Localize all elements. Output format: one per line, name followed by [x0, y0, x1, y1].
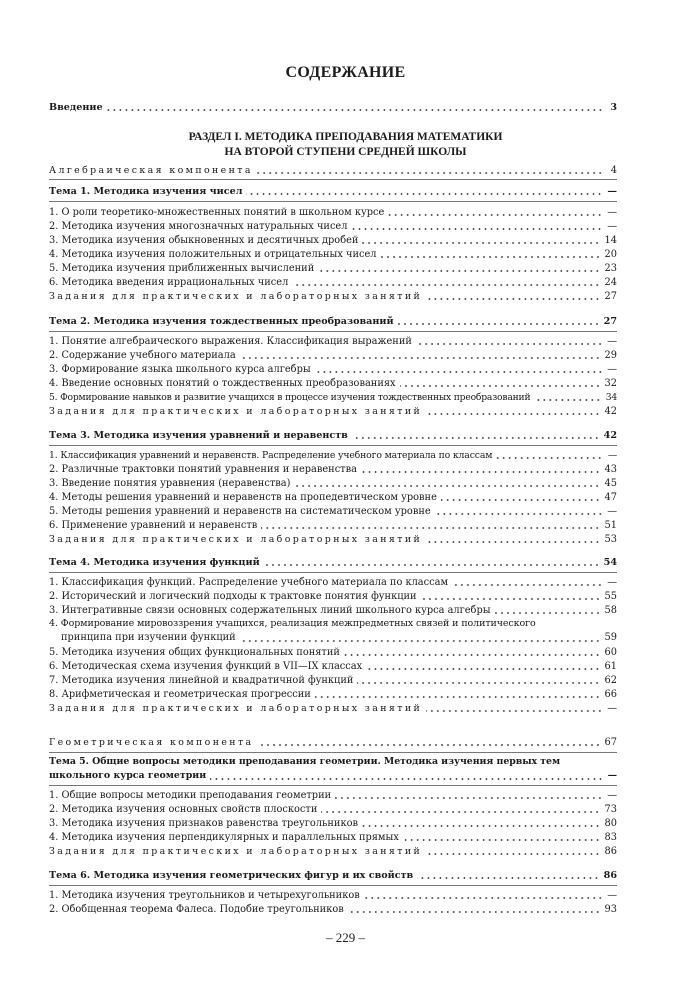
dot-leader [315, 371, 603, 373]
toc-entry-algebra [49, 163, 617, 177]
toc-entry [49, 816, 617, 830]
dot-leader [264, 564, 600, 566]
toc-entry-page: 27 [603, 316, 617, 327]
toc-entry-label: 3. Методика изучения признаков равенства треугольников [49, 818, 358, 829]
dot-leader [210, 778, 603, 780]
dot-leader [292, 284, 600, 286]
dot-leader [366, 668, 600, 670]
toc-entry [49, 205, 617, 219]
toc-entry-label: 7. Методика изучения линейной и квадратичной функций [49, 675, 354, 686]
dot-leader [240, 640, 601, 642]
toc-entry-geometry [49, 735, 617, 749]
toc-entry-page: — [607, 577, 617, 588]
dot-leader [400, 385, 601, 387]
toc-entry-label: Задания для практических и лабораторных занятий [49, 703, 423, 714]
dot-leader [381, 256, 601, 258]
toc-entry-label: 4. Методы решения уравнений и неравенств на пропедевтическом уровне [49, 492, 437, 503]
toc-entry-page: 14 [604, 235, 617, 246]
toc-entry-page: 34 [605, 392, 617, 403]
toc-theme-1 [49, 184, 617, 198]
toc-entry [49, 802, 617, 816]
toc-entry-page: 61 [604, 661, 617, 672]
dot-leader [315, 696, 601, 698]
toc-entry-label: 2. Содержание учебного материала [49, 350, 236, 361]
dot-leader [417, 877, 599, 879]
section-heading-line1: РАЗДЕЛ I. МЕТОДИКА ПРЕПОДАВАНИЯ МАТЕМАТИКИ [188, 131, 503, 143]
toc-entry-tasks [49, 701, 617, 715]
toc-entry-tasks [49, 289, 617, 303]
toc-entry-label: Тема 3. Методика изучения уравнений и неравенств [49, 430, 348, 441]
dot-leader [426, 298, 600, 300]
toc-entry-page: 45 [604, 478, 617, 489]
separator-rule [49, 885, 617, 886]
toc-entry-page: 67 [604, 737, 617, 748]
toc-entry [49, 645, 617, 659]
toc-entry-line2 [49, 631, 617, 645]
toc-entry-label: 5. Методика изучения приближенных вычислений [49, 263, 315, 274]
toc-theme-3 [49, 428, 617, 442]
toc-entry-label: 3. Интегративные связи основных содержательных линий школьного курса алгебры [49, 605, 491, 616]
separator-rule [49, 445, 617, 446]
toc-entry-page: 58 [604, 605, 617, 616]
toc-entry [49, 589, 617, 603]
toc-entry-label: 2. Методика изучения многозначных натуральных чисел [49, 221, 348, 232]
toc-entry-page: — [607, 186, 617, 197]
toc-entry-label: 4. Методика изучения положительных и отрицательных чисел [49, 249, 377, 260]
toc-entry-page: — [607, 221, 617, 232]
dot-leader [335, 797, 603, 799]
toc-entry [49, 888, 617, 902]
dot-leader [352, 437, 600, 439]
toc-entry-page: 80 [604, 818, 617, 829]
toc-entry-label: Задания для практических и лабораторных занятий [49, 846, 423, 857]
toc-entry-page: 54 [603, 557, 617, 568]
toc-entry [49, 575, 617, 589]
toc-entry-label: 5. Методы решения уравнений и неравенств на систематическом уровне [49, 506, 431, 517]
toc-entry-label: 6. Методическая схема изучения функций в VII—IX классах [49, 661, 363, 672]
dot-leader [403, 839, 601, 841]
toc-entry-page: — [607, 506, 617, 517]
toc-entry [49, 348, 617, 362]
toc-entry [49, 390, 617, 404]
page-number: – 229 – [326, 930, 365, 945]
dot-leader [388, 214, 603, 216]
toc-entry-label: 6. Методика введения иррациональных чисел [49, 277, 289, 288]
toc-entry-page: 53 [604, 534, 617, 545]
toc-entry-page: 32 [604, 378, 617, 389]
toc-entry-label: Введение [49, 102, 103, 113]
toc-entry [49, 490, 617, 504]
toc-entry-label: 4. Введение основных понятий о тождественных преобразованиях [49, 378, 396, 389]
dot-leader [435, 513, 603, 515]
toc-entry-page: — [607, 703, 617, 714]
toc-entry-label: 1. Общие вопросы методики преподавания геометрии [49, 790, 332, 801]
page-title: СОДЕРЖАНИЕ [285, 64, 406, 81]
toc-entry-page: — [607, 336, 617, 347]
toc-entry-label: 2. Методика изучения основных свойств плоскости [49, 804, 318, 815]
dot-leader [257, 172, 603, 174]
toc-entry-page: 62 [604, 675, 617, 686]
dot-leader [495, 612, 601, 614]
toc-entry-page: — [607, 364, 617, 375]
toc-entry [49, 788, 617, 802]
toc-entry-page: 4 [610, 165, 617, 176]
toc-entry [49, 462, 617, 476]
toc-entry-page: 66 [604, 689, 617, 700]
separator-rule [49, 331, 617, 332]
toc-entry-page: — [607, 890, 617, 901]
toc-entry-label: 5. Методика изучения общих функциональных понятий [49, 647, 340, 658]
toc-entry-page: 86 [604, 846, 617, 857]
dot-leader [240, 357, 601, 359]
toc-entry-page: 55 [604, 591, 617, 602]
toc-entry-label: Задания для практических и лабораторных занятий [49, 406, 423, 417]
toc-theme-5 [49, 755, 617, 783]
separator-rule [49, 785, 617, 786]
toc-entry-label: 3. Методика изучения обыкновенных и десятичных дробей [49, 235, 359, 246]
toc-entry-label-line2: принципа при изучении функций [61, 632, 236, 643]
toc-entry-tasks [49, 844, 617, 858]
toc-entry-tasks [49, 532, 617, 546]
toc-entry [49, 275, 617, 289]
toc-entry [49, 476, 617, 490]
dot-leader [246, 193, 603, 195]
dot-leader [318, 270, 600, 272]
toc-entry-label: 6. Применение уравнений и неравенств [49, 520, 258, 531]
dot-leader [258, 744, 601, 746]
toc-entry-label-line1: Тема 5. Общие вопросы методики преподавания геометрии. Методика изучения первых тем [49, 756, 561, 767]
dot-leader [421, 598, 601, 600]
toc-entry-label: 3. Введение понятия уравнения (неравенства) [49, 478, 291, 489]
dot-leader [496, 457, 603, 459]
dot-leader [357, 682, 600, 684]
dot-leader [398, 323, 600, 325]
dot-leader [351, 228, 603, 230]
toc-entry-intro [49, 100, 617, 114]
toc-entry-label: Задания для практических и лабораторных занятий [49, 291, 423, 302]
separator-rule [49, 752, 617, 753]
toc-entry-label: Задания для практических и лабораторных занятий [49, 534, 423, 545]
toc-entry-page: 83 [604, 832, 617, 843]
toc-entry [49, 233, 617, 247]
toc-entry [49, 261, 617, 275]
dot-leader [261, 527, 600, 529]
separator-rule [49, 201, 617, 202]
toc-entry [49, 219, 617, 233]
toc-theme-6 [49, 868, 617, 882]
toc-entry-page: — [607, 207, 617, 218]
toc-entry-label: 5. Формирование навыков и развитие учащихся в процессе изучения тождественных преобразований [49, 392, 531, 403]
toc-entry-label: 2. Исторический и логический подходы к трактовке понятия функции [49, 591, 417, 602]
toc-entry [49, 830, 617, 844]
toc-entry-page: 93 [604, 904, 617, 915]
toc-entry-page: 24 [604, 277, 617, 288]
toc-entry-line2 [49, 769, 617, 783]
toc-entry-label: Геометрическая компонента [49, 737, 254, 748]
dot-leader [426, 413, 600, 415]
toc-entry-page: 3 [610, 102, 617, 113]
toc-entry [49, 247, 617, 261]
toc-entry-label: Тема 6. Методика изучения геометрических фигур и их свойств [49, 870, 414, 881]
toc-entry [49, 362, 617, 376]
dot-leader [426, 710, 603, 712]
toc-entry-page: — [607, 790, 617, 801]
toc-entry-page: 42 [603, 430, 617, 441]
toc-entry-label: 1. Методика изучения треугольников и четырехугольников [49, 890, 360, 901]
toc-entry-label: 8. Арифметическая и геометрическая прогрессии [49, 689, 311, 700]
toc-entry [49, 376, 617, 390]
dot-leader [426, 541, 600, 543]
toc-theme-2 [49, 314, 617, 328]
toc-entry-page: 23 [604, 263, 617, 274]
dot-leader [344, 654, 601, 656]
toc-entry-page: — [607, 450, 617, 461]
toc-entry-label: Тема 1. Методика изучения чисел [49, 186, 243, 197]
toc-entry-page: 29 [604, 350, 617, 361]
toc-entry-page: 42 [604, 406, 617, 417]
toc-entry-label-line1: 4. Формирование мировоззрения учащихся, реализация межпредметных связей и политического [49, 618, 536, 629]
section-heading-line2: НА ВТОРОЙ СТУПЕНИ СРЕДНЕЙ ШКОЛЫ [224, 146, 467, 158]
toc-entry-label: 1. Понятие алгебраического выражения. Классификация выражений [49, 336, 412, 347]
dot-leader [362, 825, 601, 827]
toc-entry-label-line2: школьного курса геометрии [49, 770, 207, 781]
toc-entry-page: 73 [604, 804, 617, 815]
dot-leader [534, 399, 601, 401]
dot-leader [416, 343, 603, 345]
toc-entry-page: 86 [603, 870, 617, 881]
toc-entry [49, 659, 617, 673]
toc-entry-label: 3. Формирование языка школьного курса алгебры [49, 364, 311, 375]
toc-entry [49, 687, 617, 701]
dot-leader [348, 911, 601, 913]
dot-leader [107, 109, 603, 111]
toc-entry-label: 1. Классификация уравнений и неравенств. Распределение учебного материала по классам [49, 450, 493, 461]
dot-leader [362, 242, 600, 244]
separator-rule [49, 572, 617, 573]
toc-entry-label: 4. Методика изучения перпендикулярных и параллельных прямых [49, 832, 399, 843]
toc-entry [49, 504, 617, 518]
toc-entry [49, 448, 617, 462]
toc-entry-label: Тема 4. Методика изучения функций [49, 557, 260, 568]
toc-entry-tasks [49, 404, 617, 418]
dot-leader [321, 811, 600, 813]
dot-leader [426, 853, 600, 855]
toc-entry-page: 51 [604, 520, 617, 531]
toc-entry [49, 518, 617, 532]
toc-entry-page: 60 [604, 647, 617, 658]
toc-entry [49, 334, 617, 348]
toc-entry [49, 603, 617, 617]
toc-entry-label: 2. Обобщенная теорема Фалеса. Подобие треугольников [49, 904, 344, 915]
dot-leader [441, 499, 601, 501]
toc-entry-page: 47 [604, 492, 617, 503]
dot-leader [452, 584, 603, 586]
toc-entry-page: 43 [604, 464, 617, 475]
toc-entry-label: 2. Различные трактовки понятий уравнения и неравенства [49, 464, 357, 475]
toc-entry [49, 673, 617, 687]
toc-theme-4 [49, 555, 617, 569]
toc-entry-label: 1. О роли теоретико-множественных понятий в школьном курсе [49, 207, 385, 218]
dot-leader [361, 471, 601, 473]
toc-entry-label: Алгебраическая компонента [49, 165, 253, 176]
toc-entry-page: — [607, 770, 617, 781]
separator-rule [49, 179, 617, 180]
toc-entry-page: 27 [604, 291, 617, 302]
toc-entry-label: 1. Классификация функций. Распределение учебного материала по классам [49, 577, 449, 588]
dot-leader [364, 897, 603, 899]
toc-entry-page: 20 [604, 249, 617, 260]
dot-leader [294, 485, 600, 487]
toc-entry-page: 59 [604, 632, 617, 643]
toc-entry [49, 902, 617, 916]
toc-entry-label: Тема 2. Методика изучения тождественных преобразований [49, 316, 394, 327]
toc-entry-multiline [49, 617, 617, 645]
